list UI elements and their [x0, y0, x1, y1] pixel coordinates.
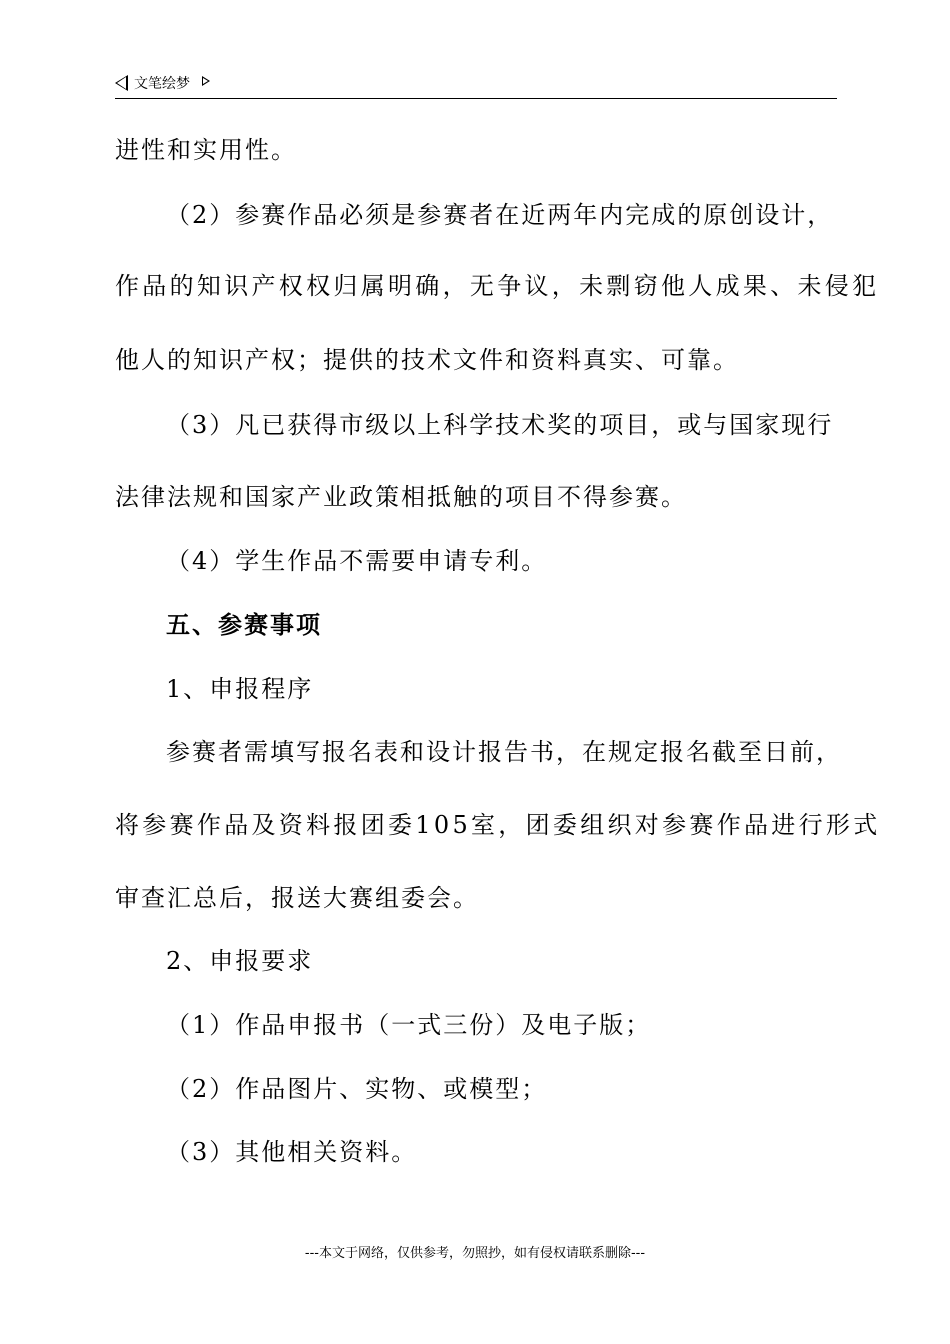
page-header: [115, 72, 837, 99]
list-item: （2）作品图片、实物、或模型；: [166, 1075, 548, 1103]
subsection-heading: 1、申报程序: [166, 675, 314, 703]
section-heading: 五、参赛事项: [166, 611, 322, 639]
paragraph-line: （3）凡已获得市级以上科学技术奖的项目，或与国家现行: [166, 411, 834, 439]
paragraph-line: 作品的知识产权权归属明确，无争议，未剽窃他人成果、未侵犯: [115, 272, 880, 300]
paragraph-line: 进性和实用性。: [115, 136, 297, 164]
list-item: （1）作品申报书（一式三份）及电子版；: [166, 1011, 652, 1039]
paragraph-line: 他人的知识产权；提供的技术文件和资料真实、可靠。: [115, 346, 739, 374]
page-footer: ---本文于网络，仅供参考，勿照抄，如有侵权请联系删除---: [304, 1246, 646, 1261]
paragraph-line: 审查汇总后，报送大赛组委会。: [115, 884, 479, 912]
header-brand: 文笔绘梦: [134, 76, 190, 92]
list-item: （3）其他相关资料。: [166, 1138, 418, 1166]
triangle-right-icon: [202, 76, 210, 86]
paragraph-line: （4）学生作品不需要申请专利。: [166, 547, 548, 575]
triangle-left-icon: [115, 75, 128, 91]
paragraph-line: （2）参赛作品必须是参赛者在近两年内完成的原创设计，: [166, 201, 834, 229]
paragraph-line: 将参赛作品及资料报团委105室，团委组织对参赛作品进行形式: [115, 811, 881, 839]
paragraph-line: 法律法规和国家产业政策相抵触的项目不得参赛。: [115, 483, 687, 511]
paragraph-line: 参赛者需填写报名表和设计报告书，在规定报名截至日前，: [166, 738, 842, 766]
subsection-heading: 2、申报要求: [166, 947, 314, 975]
